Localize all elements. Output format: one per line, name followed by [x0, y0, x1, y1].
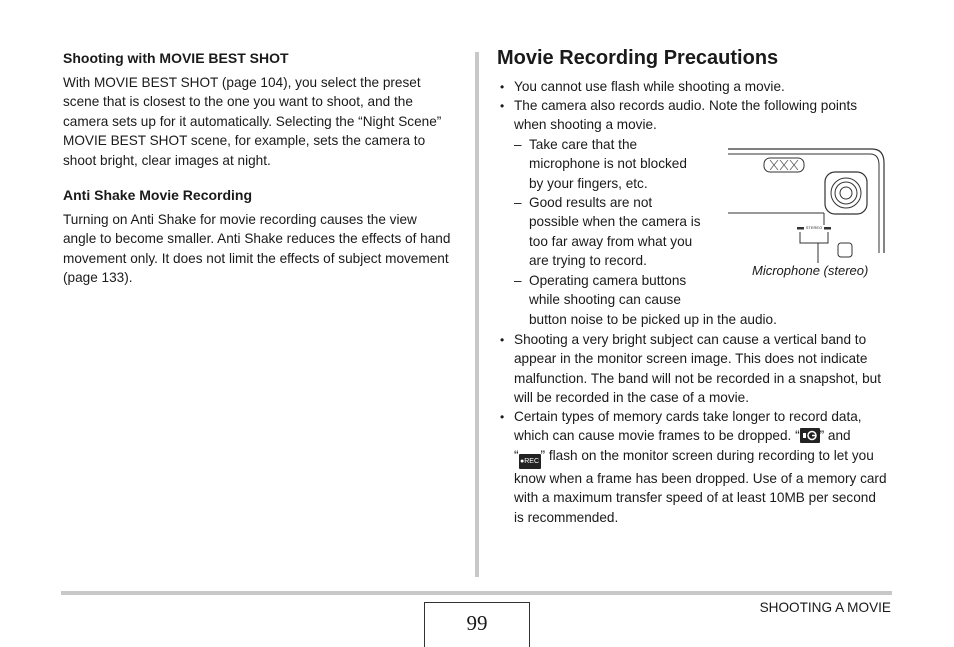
text-line: Shooting a very bright subject can cause a vertical band to [514, 332, 867, 347]
text-line: appear in the monitor screen image. This does not indicate [514, 351, 868, 367]
text-line: MOVIE BEST SHOT scene, for example, sets the camera to [63, 133, 426, 149]
text-line: button noise to be picked up in the audio. [529, 311, 777, 327]
text-line: is recommended. [514, 509, 619, 525]
text-line: microphone is not blocked [529, 156, 687, 172]
stereo-label: STEREO [805, 225, 823, 230]
text-fragment: which can cause movie frames to be dropped. “ [514, 428, 800, 444]
figure-caption: Microphone (stereo) [752, 263, 869, 278]
page-title: Movie Recording Precautions [497, 47, 779, 69]
text-line: Good results are not [529, 195, 653, 210]
paragraph-anti-shake [63, 210, 458, 288]
text-line: Certain types of memory cards take longer to record data, [514, 409, 862, 424]
text-line: angle to become smaller. Anti Shake reduces the effects of hand [63, 231, 451, 247]
section-label: SHOOTING A MOVIE [759, 600, 891, 615]
dash-marker: – [514, 137, 522, 152]
text-line [514, 446, 887, 469]
text-line: Operating camera buttons [529, 273, 687, 288]
text-line: (page 133). [63, 270, 133, 286]
page-number: 99 [424, 602, 530, 647]
sub-item-button-noise [529, 271, 777, 329]
text-line: possible when the camera is [529, 214, 701, 230]
bullet-dot: • [500, 410, 505, 424]
text-line: shoot bright, clear images at night. [63, 152, 271, 168]
dash-marker: – [514, 195, 522, 210]
text-line: Turning on Anti Shake for movie recording causes the view [63, 212, 417, 227]
text-line: know when a frame has been dropped. Use of a memory card [514, 470, 887, 486]
text-fragment: “ [514, 447, 519, 463]
sub-item-distance [529, 193, 701, 271]
text-line: The camera also records audio. Note the following points [514, 98, 858, 113]
heading-movie-best-shot: Shooting with MOVIE BEST SHOT [63, 50, 289, 66]
bullet-audio [514, 96, 857, 135]
text-line: camera sets up for it automatically. Selecting the “Night Scene” [63, 113, 442, 129]
sub-item-microphone [529, 135, 687, 193]
heading-anti-shake: Anti Shake Movie Recording [63, 187, 253, 203]
text-line: with a maximum transfer speed of at least 10MB per second [514, 490, 876, 506]
column-divider [475, 52, 479, 577]
text-line: With MOVIE BEST SHOT (page 104), you select the preset [63, 75, 421, 90]
bullet-dot: • [500, 99, 505, 113]
text-line: are trying to record. [529, 253, 647, 269]
text-line: scene that is closest to the one you want to shoot, and the [63, 94, 413, 110]
text-fragment: ” and [819, 428, 851, 444]
text-fragment: ” flash on the monitor screen during recording to let you [540, 447, 874, 463]
bullet-memory-card [514, 407, 887, 527]
footer-rule [61, 591, 892, 595]
text-line: by your fingers, etc. [529, 175, 648, 191]
bullet-dot: • [500, 333, 505, 347]
text-line: Take care that the [529, 137, 638, 152]
bullet-dot: • [500, 80, 505, 94]
dash-marker: – [514, 273, 522, 288]
text-line: malfunction. The band will not be recorded in a snapshot, but [514, 370, 882, 386]
text-line: too far away from what you [529, 233, 693, 249]
camera-microphone-figure [726, 145, 888, 265]
text-line: will be recorded in the case of a movie. [514, 390, 749, 406]
paragraph-movie-best-shot [63, 73, 458, 170]
text-line: while shooting can cause [529, 292, 681, 308]
rec-icon: ●REC [519, 454, 541, 469]
text-line [514, 426, 887, 445]
text-line: movement only. It does not limit the effects of subject movement [63, 250, 449, 266]
bullet-flash: You cannot use flash while shooting a movie. [514, 79, 785, 94]
frame-drop-icon [800, 428, 820, 443]
bullet-bright-subject [514, 330, 881, 408]
text-line: when shooting a movie. [514, 117, 657, 133]
